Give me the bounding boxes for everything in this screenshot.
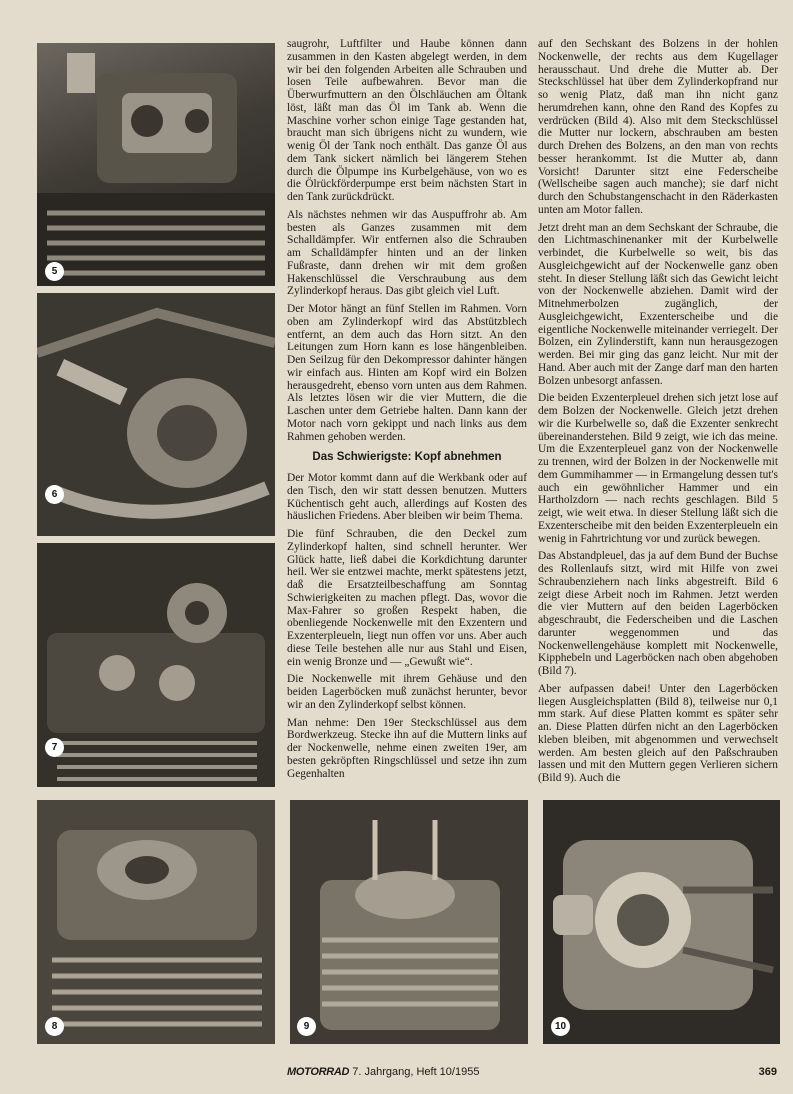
photo-figure-9 xyxy=(290,800,528,1044)
paragraph: Der Motor hängt an fünf Stellen im Rahmen. Vorn oben am Zylinderkopf wird das Abstützblech entfernt, an dem auch das Horn sitzt. An den Leitungen zum Horn kann es lose hängenbleiben. Den Seilzug für den Dekompressor dahinter hängen wir einfach aus. Hinten am Kopf wird ein Bolzen herausgedreht, ebenso vorn unten aus dem Rahmen. Als letztes lösen wir die vier Muttern, die die Laschen unter dem Getriebe halten. Dann kann der Motor nach vorn gekippt und nach links aus dem Rahmen gehoben werden. xyxy=(287,303,527,443)
article-column-1 xyxy=(287,38,527,785)
page-footer xyxy=(287,1066,777,1084)
paragraph: Die Nockenwelle mit ihrem Gehäuse und den beiden Lagerböcken muß zunächst herunter, bevor wir an den Zylinderkopf selbst können. xyxy=(287,673,527,711)
section-heading: Das Schwierigste: Kopf abnehmen xyxy=(312,451,502,464)
photo-figure-7 xyxy=(37,543,275,787)
figure-number-badge: 8 xyxy=(45,1017,64,1036)
paragraph: Als nächstes nehmen wir das Auspuffrohr ab. Am besten als Ganzes zusammen mit dem Schalldämpfer. Wir entfernen also die Schrauben am Schalldämpfer hinten und an der linken Fußraste, dann drehen wir mit dem großen Hakenschlüssel die Verschraubung aus dem Zylinderkopf heraus. Das gibt gleich viel Luft. xyxy=(287,208,527,298)
paragraph: Das Abstandpleuel, das ja auf dem Bund der Buchse des Rollenlaufs sitzt, wird mit Hilfe von zwei Schraubenziehern nach links abgestreift. Bild 6 zeigt diese Arbeit noch im Rahmen. Jetzt werden die vier Muttern auf den beiden Lagerböcken abgeschraubt, die Federscheiben und die Laschen darunter weggenommen und das Nockenwellengehäuse komplett mit Nockenwelle, Kipphebeln und Lagerböcken nach oben abgehoben (Bild 7). xyxy=(538,550,778,677)
paragraph: Die beiden Exzenterpleuel drehen sich jetzt lose auf dem Bolzen der Nockenwelle. Gleich jetzt drehen wir die Kurbelwelle so, daß die Exzenter senkrecht übereinanderstehen. Bild 9 zeigt, wie ich das meine. Um die Exzenterpleuel ganz von der Nockenwelle zu trennen, wird der Bolzen in der Nockenwelle mit dem Gummihammer — in Ermangelung dessen tut's auch ein gewöhnlicher Hammer und ein Hartholzdorn — nach rechts geschlagen. Bild 5 zeigt, wie weit etwa. In dieser Stellung läßt sich die Exzenterscheibe mit den beiden Exzenterpleueln ein wenig in Fahrtrichtung vor und zurück bewegen. xyxy=(538,392,778,545)
paragraph: Man nehme: Den 19er Steckschlüssel aus dem Bordwerkzeug. Stecke ihn auf die Muttern links auf der Nockenwelle, nehme einen zweiten 19er, am besten gekröpften Ringschlüssel und setze ihn zum Gegenhalten xyxy=(287,716,527,780)
paragraph: saugrohr, Luftfilter und Haube können dann zusammen in den Kasten abgelegt werden, in dem wir bei den folgenden Arbeiten alle Schrauben und losen Teile aufbewahren. Bevor man die Überwurfmuttern an den Ölschläuchen am Öltank löst, läßt man das Öl im Tank ab. Wenn die Maschine vorher schon einige Tage gestanden hat, braucht man sich übrigens nicht zu wundern, wie wenig Öl der Tank noch enthält. Das ganze Öl aus dem Tank sickert nämlich bei längerem Stehen durch die Ölpumpe ins Kurbelgehäuse, von wo es die Ölrückförderpumpe erst beim nächsten Start in den Tank zurückdrückt. xyxy=(287,38,527,203)
article-column-2 xyxy=(538,38,778,790)
paragraph: Die fünf Schrauben, die den Deckel zum Zylinderkopf halten, sind schnell herunter. Wer Glück hatte, ließ dabei die Korkdichtung darunter heil. Wer sie entzwei machte, merkt spätestens jetzt, daß die Ersatzteilbeschaffung am Sonntag Schwierigkeiten zu machen pflegt. Das, wovor die Max-Fahrer so großen Respekt haben, die obenliegende Nockenwelle mit den Exzentern und Exzenterpleueln, liegt nun offen vor uns. Aber auch diese Teile bestehen alle nur aus Stahl und Eisen, ein wenig Bronze und — „Gewußt wie“. xyxy=(287,528,527,668)
paragraph: auf den Sechskant des Bolzens in der hohlen Nockenwelle, der rechts aus dem Kugellager herausschaut. Und drehe die Mutter ab. Der Steckschlüssel hat über dem Zylinderkopfrand nur so wenig Platz, daß man ihn nicht ganz herumdrehen kann, ohne den Rand des Kopfes zu verdrücken (Bild 4). Also mit dem Steckschlüssel die Mutter nur lockern, abschrauben am besten durch Drehen des Bolzens, an den man von rechts besser herankommt. Ist die Mutter ab, dann Vorsicht! Darunter sitzt eine Federscheibe (Wellscheibe sagen auch manche); sie darf nicht durch den Schubstangenschacht in den Räderkasten unten am Motor fallen. xyxy=(538,38,778,216)
figure-number-badge: 9 xyxy=(297,1017,316,1036)
paragraph: Aber aufpassen dabei! Unter den Lagerböcken liegen Ausgleichsplatten (Bild 8), teilweise nur 0,1 mm stark. Auf diese Platten kommt es später sehr an. Diese Platten dürfen nicht an den Lagerböcken kleben bleiben, mit abgenommen und verwechselt werden. Am besten gleich auf den Paßschrauben lassen und mit den Muttern gegen Verlieren sichern (Bild 9). Auch die xyxy=(538,682,778,784)
magazine-logo: MOTORRAD xyxy=(287,1066,350,1078)
paragraph: Jetzt dreht man an dem Sechskant der Schraube, die den Lichtmaschinenanker mit der Kurbelwelle verbindet, die Kurbelwelle so weit, bis das Ausgleichgewicht auf der Nockenwelle ganz oben steht. In dieser Stellung läßt sich das Gewicht leicht von der Nockenwelle abziehen. Damit wird der Mitnehmerbolzen zugänglich, der Ausgleichgewicht, Exzenterscheibe und die eigentliche Nockenwelle miteinander verriegelt. Der Bolzen, ein Zylinderstift, kann nun herausgezogen werden. Bei mir ging das ganz leicht. Nur mit der Hand. Aber auch mit der Zange darf man den harten Bolzen unbesorgt anfassen. xyxy=(538,221,778,387)
photo-figure-5 xyxy=(37,43,275,286)
figure-number-badge: 10 xyxy=(551,1017,570,1036)
issue-info: 7. Jahrgang, Heft 10/1955 xyxy=(352,1066,480,1078)
page-number: 369 xyxy=(758,1066,777,1078)
photo-figure-10 xyxy=(543,800,780,1044)
figure-number-badge: 6 xyxy=(45,485,64,504)
paragraph: Der Motor kommt dann auf die Werkbank oder auf den Tisch, den wir statt dessen benutzen. Mutters Küchentisch geht auch, allerdings auf Kosten des häuslichen Friedens. Aber bleiben wir beim Thema. xyxy=(287,472,527,523)
figure-number-badge: 7 xyxy=(45,738,64,757)
photo-figure-8 xyxy=(37,800,275,1044)
figure-number-badge: 5 xyxy=(45,262,64,281)
photo-figure-6 xyxy=(37,293,275,536)
